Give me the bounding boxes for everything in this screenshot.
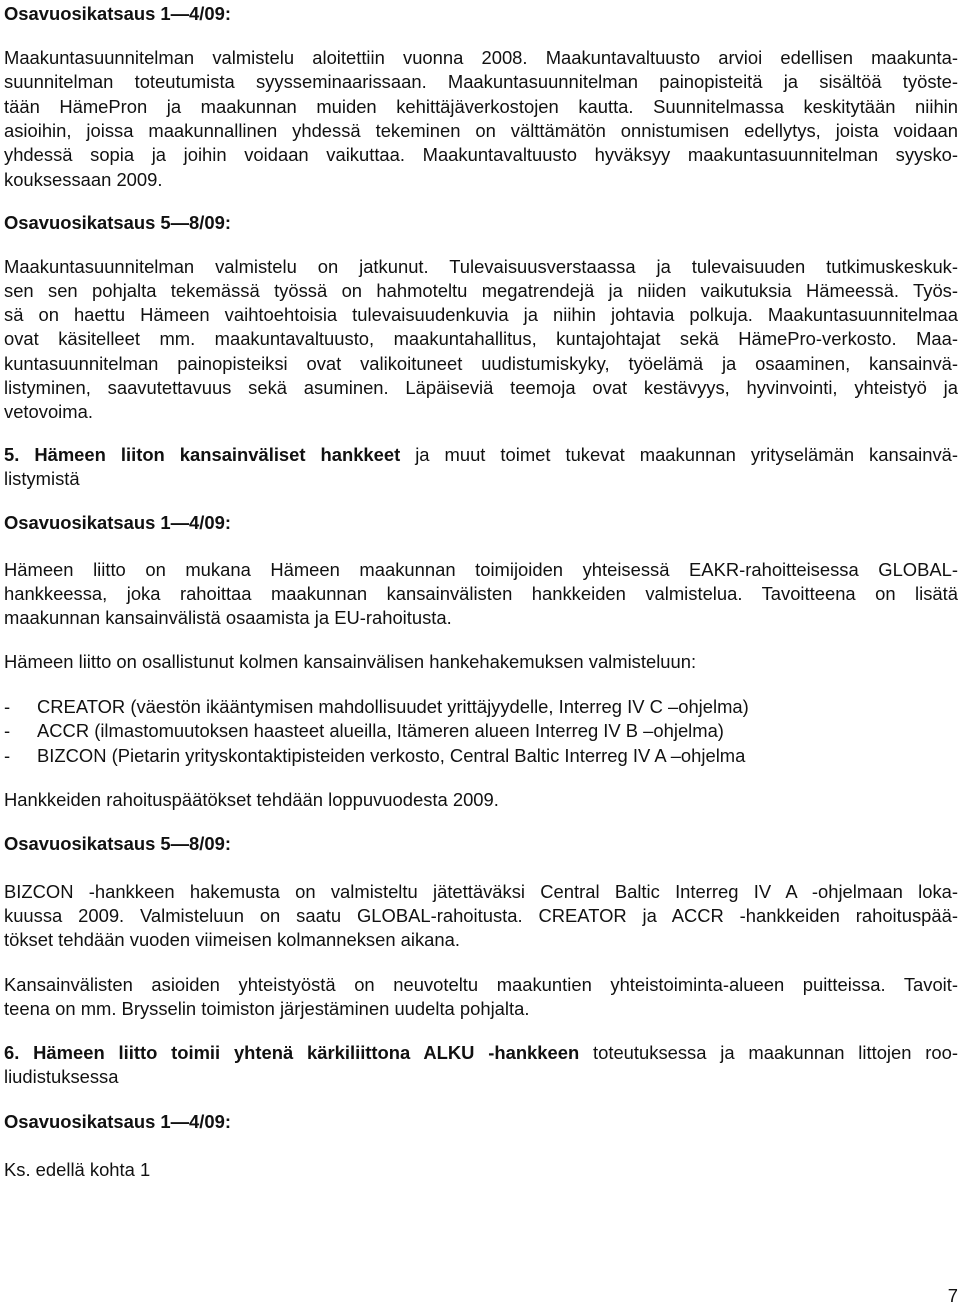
paragraph-2-line-2: sen sen pohjalta tekemässä työssä on hahmoteltu megatrendejä ja niiden vaikutuksia Hämeessä. Työs- bbox=[4, 280, 958, 301]
paragraph-2-line-5: kuntasuunnitelman painopisteiksi ovat valikoituneet uudistumiskyky, työelämä ja osaaminen, kansainvä- bbox=[4, 353, 958, 374]
item-5-line-2: listymistä bbox=[4, 468, 80, 489]
list-bullet: - bbox=[4, 696, 11, 717]
section-heading-5: Osavuosikatsaus 1—4/09: bbox=[4, 1111, 231, 1132]
list-bullet: - bbox=[4, 720, 11, 741]
paragraph-2-line-4: ovat käsitelleet mm. maakuntavaltuusto, maakuntahallitus, kuntajohtajat sekä HämePro-verkosto. Maa- bbox=[4, 328, 958, 349]
section-heading-3: Osavuosikatsaus 1—4/09: bbox=[4, 512, 231, 533]
paragraph-6-line-3: tökset tehdään vuoden viimeisen kolmanneksen aikana. bbox=[4, 929, 460, 950]
list-item-text: CREATOR (väestön ikääntymisen mahdollisuudet yrittäjyydelle, Interreg IV C –ohjelma) bbox=[37, 696, 749, 717]
paragraph-7-line-1: Kansainvälisten asioiden yhteistyöstä on neuvoteltu maakuntien yhteistoiminta-alueen puitteissa. Tavoit- bbox=[4, 974, 958, 995]
paragraph-5: Hankkeiden rahoituspäätökset tehdään loppuvuodesta 2009. bbox=[4, 789, 499, 810]
paragraph-2-line-6: listyminen, saavutettavuus sekä asuminen. Läpäiseviä teemoja ovat kestävyys, hyvinvointi, yhteistyö ja bbox=[4, 377, 958, 398]
paragraph-6-line-2: kuussa 2009. Valmisteluun on saatu GLOBAL-rahoitusta. CREATOR ja ACCR -hankkeiden rahoituspää- bbox=[4, 905, 958, 926]
list-item-text: ACCR (ilmastomuutoksen haasteet alueilla, Itämeren alueen Interreg IV B –ohjelma) bbox=[37, 720, 724, 741]
paragraph-2-line-1: Maakuntasuunnitelman valmistelu on jatkunut. Tulevaisuusverstaassa ja tulevaisuuden tutkimuskeskuk- bbox=[4, 256, 958, 277]
section-heading-1: Osavuosikatsaus 1—4/09: bbox=[4, 3, 231, 24]
section-heading-2: Osavuosikatsaus 5—8/09: bbox=[4, 212, 231, 233]
paragraph-1-line-2: suunnitelman toteutumista syysseminaarissaan. Maakuntasuunnitelman painopisteitä ja sisältöä työste- bbox=[4, 71, 958, 92]
paragraph-2-line-7: vetovoima. bbox=[4, 401, 93, 422]
paragraph-6-line-1: BIZCON -hankkeen hakemusta on valmisteltu jätettäväksi Central Baltic Interreg IV A -ohjelmaan loka- bbox=[4, 881, 958, 902]
paragraph-1-line-6: kouksessaan 2009. bbox=[4, 169, 163, 190]
list-bullet: - bbox=[4, 745, 11, 766]
paragraph-1-line-5: yhdessä sopia ja joihin voidaan vaikuttaa. Maakuntavaltuusto hyväksyy maakuntasuunnitelman syysko- bbox=[4, 144, 958, 165]
section-heading-4: Osavuosikatsaus 5—8/09: bbox=[4, 833, 231, 854]
page-number: 7 bbox=[947, 1285, 958, 1306]
item-5-heading bbox=[4, 443, 958, 467]
paragraph-7-line-2: teena on mm. Brysselin toimiston järjestäminen uudelta pohjalta. bbox=[4, 998, 530, 1019]
paragraph-3-line-1: Hämeen liitto on mukana Hämeen maakunnan toimijoiden yhteisessä EAKR-rahoitteisessa GLOBAL- bbox=[4, 559, 958, 580]
paragraph-3-line-3: maakunnan kansainvälistä osaamista ja EU-rahoitusta. bbox=[4, 607, 452, 628]
paragraph-1-line-1: Maakuntasuunnitelman valmistelu aloitettiin vuonna 2008. Maakuntavaltuusto arvioi edellisen maakunta- bbox=[4, 47, 958, 68]
item-6-line-2: liudistuksessa bbox=[4, 1066, 119, 1087]
paragraph-4: Hämeen liitto on osallistunut kolmen kansainvälisen hankehakemuksen valmisteluun: bbox=[4, 651, 697, 672]
item-6-bold: 6. Hämeen liitto toimii yhtenä kärkiliittona ALKU -hankkeen bbox=[4, 1042, 580, 1063]
item-5-rest: ja muut toimet tukevat maakunnan yrityselämän kansainvä- bbox=[400, 444, 958, 465]
paragraph-1-line-3: tään HämePron ja maakunnan muiden kehittäjäverkostojen kautta. Suunnitelmassa keskitytään niihin bbox=[4, 96, 958, 117]
item-5-bold: 5. Hämeen liiton kansainväliset hankkeet bbox=[4, 444, 401, 465]
paragraph-1-line-4: asioihin, joissa maakunnallinen yhdessä tekeminen on välttämätön onnistumisen edellytys, joista voidaan bbox=[4, 120, 958, 141]
paragraph-3-line-2: hankkeessa, joka rahoittaa maakunnan kansainvälisten hankkeiden valmistelua. Tavoitteena on lisätä bbox=[4, 583, 958, 604]
paragraph-8: Ks. edellä kohta 1 bbox=[4, 1159, 151, 1180]
list-item-text: BIZCON (Pietarin yrityskontaktipisteiden verkosto, Central Baltic Interreg IV A –ohjelma bbox=[37, 745, 746, 766]
paragraph-2-line-3: sä on haettu Hämeen vaihtoehtoisia tulevaisuudenkuvia ja niihin johtavia polkuja. Maakuntasuunnitelmaa bbox=[4, 304, 958, 325]
item-6-rest: toteutuksessa ja maakunnan littojen roo- bbox=[579, 1042, 958, 1063]
item-6-heading bbox=[4, 1041, 958, 1065]
